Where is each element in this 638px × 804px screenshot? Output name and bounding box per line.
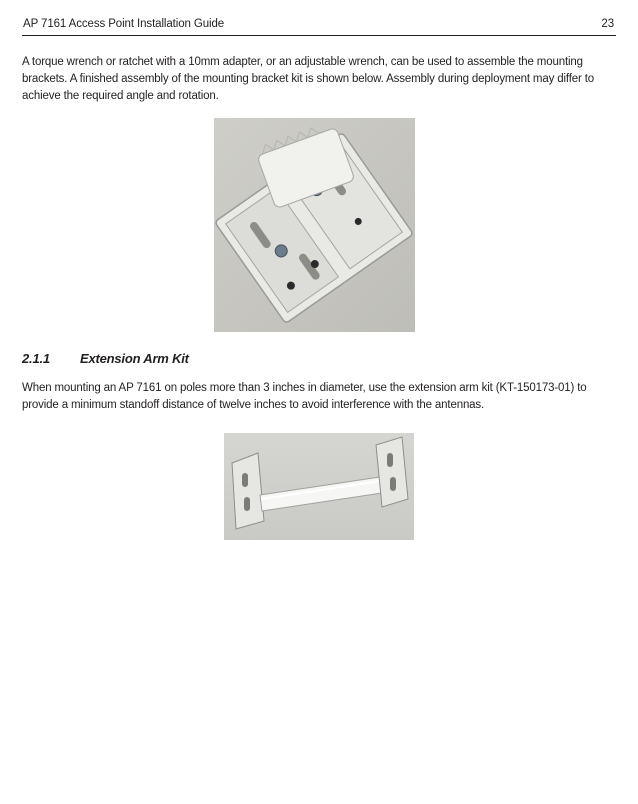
extension-arm-kit-image [224, 433, 414, 540]
page-number: 23 [601, 18, 614, 30]
mounting-bracket-illustration [214, 118, 415, 332]
page-header [22, 15, 616, 36]
section-heading [22, 351, 618, 366]
document-title: AP 7161 Access Point Installation Guide [23, 18, 225, 30]
mounting-bracket-assembly-image [214, 118, 415, 332]
intro-paragraph: A torque wrench or ratchet with a 10mm adapter, or an adjustable wrench, can be used to assemble the mounting brackets. A finished assembly of the mounting bracket kit is shown below. Assembly during deployment may differ to achieve the required angle and rotation. [22, 56, 595, 102]
section-number: 2.1.1 [22, 351, 50, 366]
section-title: Extension Arm Kit [80, 351, 189, 366]
section-paragraph: When mounting an AP 7161 on poles more than 3 inches in diameter, use the extension arm kit (KT-150173-01) to provide a minimum standoff distance of twelve inches to avoid interference with the antennas. [22, 382, 587, 411]
extension-arm-illustration [224, 433, 414, 540]
